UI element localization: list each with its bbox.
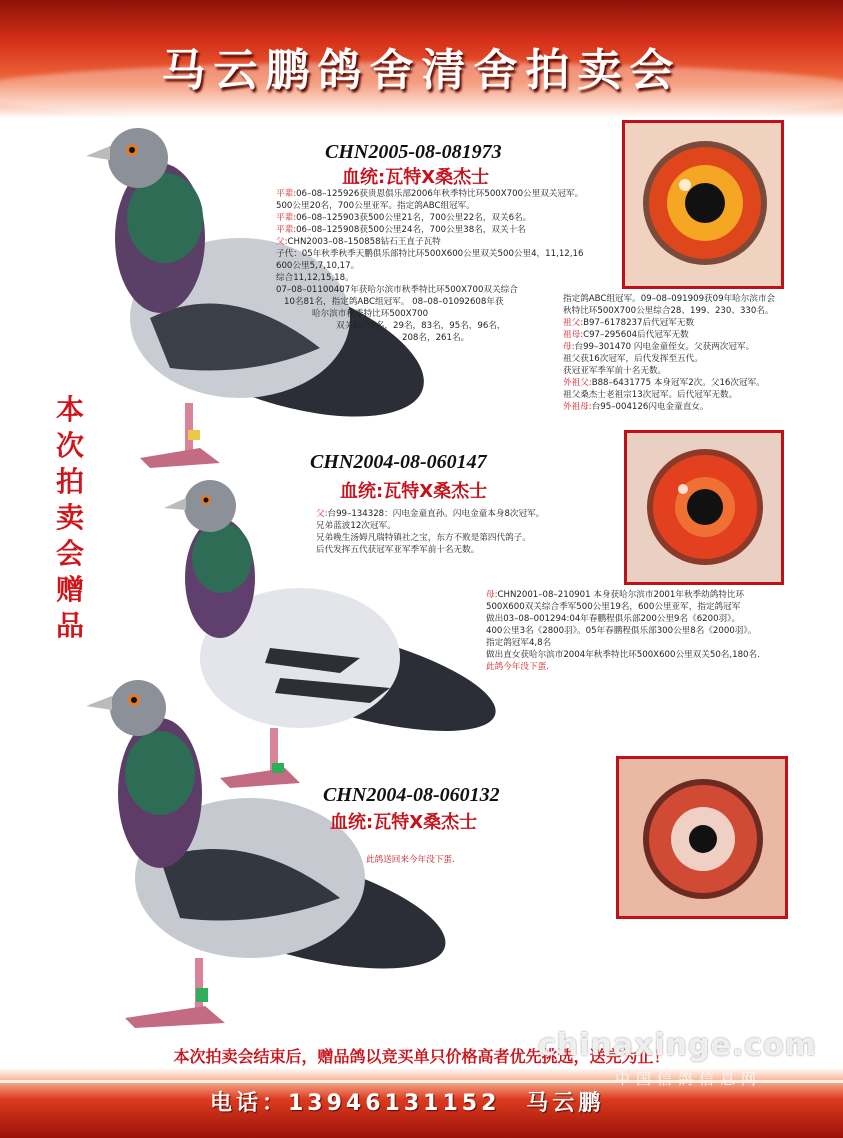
pigeon-2-id: CHN2004-08-060147	[310, 451, 487, 473]
side-char: 次	[55, 429, 84, 462]
pedigree-line: 10名81名，指定鸽ABC组冠军。 08–08–01092608年获	[284, 297, 504, 307]
pedigree-line: 母:台99–301470 闪电金童侄女。父获两次冠军。	[563, 342, 755, 352]
pedigree-line: 500X600双关综合季军500公里19名，600公里亚军，指定鸽冠军	[486, 602, 741, 612]
pedigree-line: 平辈:06–08–125903获500公里21名，700公里22名，双关6名。	[276, 213, 532, 223]
pedigree-line: 母:CHN2001–08–210901 本身获哈尔滨市2001年秋季幼鸽特比环	[486, 590, 745, 600]
pedigree-line: 此鸽今年没下蛋.	[486, 662, 549, 672]
pigeon-1-pedigree-left	[276, 188, 583, 344]
side-char: 会	[55, 537, 84, 570]
pedigree-line: 综合11,12,15,18。	[276, 273, 354, 283]
pedigree-line: 哈尔滨市秋季特比环500X700	[312, 309, 429, 319]
pedigree-line: 指定鸽冠军4,8名	[486, 638, 552, 648]
side-char: 拍	[55, 465, 84, 498]
pedigree-line: 做出03–08–001294:04年春鹏程俱乐部200公里9名《6200羽》。	[486, 614, 741, 624]
pedigree-line: 祖父获16次冠军，后代发挥至五代。	[563, 354, 703, 364]
pedigree-line: 208名，261名。	[402, 333, 470, 343]
page-title: 马云鹏鸽舍清舍拍卖会	[161, 45, 682, 96]
pedigree-line: 外祖母:台95–004126闪电金童直女。	[563, 402, 709, 412]
pedigree-line: 600公里5,7,10,17。	[276, 261, 360, 271]
pedigree-line: 平辈:06–08–125908获500公里24名，700公里38名，双关十名	[276, 225, 526, 235]
pedigree-line: 秋特比环500X700公里综合28、199、230、330名。	[563, 306, 774, 316]
pigeon-1-id: CHN2005-08-081973	[325, 141, 502, 163]
pedigree-line: 祖父桑杰士老祖宗13次冠军。后代冠军无数。	[563, 390, 738, 400]
pedigree-line: 07–08–01100407年获哈尔滨市秋季特比环500X700双关综合	[276, 285, 518, 295]
pedigree-line: 子代：05年秋季秋季天鹏俱乐部特比环500X600公里双关500公里4，11,12,16	[276, 249, 584, 259]
pigeon-3-eye-photo	[616, 756, 788, 919]
pigeon-3-id: CHN2004-08-060132	[323, 784, 500, 806]
side-char: 赠	[55, 573, 84, 606]
pedigree-line: 兄弟蓝波12次冠军。	[316, 521, 396, 531]
pigeon-2-pedigree-left	[316, 508, 544, 556]
footer-phone: 电话：13946131152 马云鹏	[210, 1091, 605, 1116]
pedigree-line: 后代发挥五代获冠军亚军季军前十名无数。	[316, 545, 480, 555]
watermark-cn: 中国信鸽信息网	[615, 1070, 763, 1088]
pedigree-line: 祖父:B97–6178237后代冠军无数	[563, 318, 695, 328]
pigeon-3-bloodline: 血统:瓦特X桑杰士	[330, 812, 478, 833]
pigeon-1-bloodline: 血统:瓦特X桑杰士	[342, 167, 490, 188]
bottom-message: 本次拍卖会结束后，赠品鸽以竞买单只价格高者优先挑选，送完为止！	[173, 1047, 670, 1066]
pigeon-2-pedigree-right	[486, 589, 760, 673]
pedigree-line: 获冠亚军季军前十名无数。	[563, 366, 667, 376]
pedigree-line: 父:CHN2003–08–150858钻石王直子瓦特	[276, 237, 441, 247]
side-char: 品	[55, 609, 84, 642]
pedigree-line: 外祖父:B88–6431775 本身冠军2次。父16次冠军。	[563, 378, 765, 388]
pedigree-line: 指定鸽ABC组冠军。09–08–091909获09年哈尔滨市会	[563, 294, 776, 304]
pigeon-1-pedigree-right	[563, 293, 775, 413]
watermark-domain: chinaxinge.com	[538, 1028, 817, 1063]
pedigree-line: 父:台99–134328：闪电金童直孙。闪电金童本身8次冠军。	[316, 509, 545, 519]
side-char: 卖	[55, 501, 84, 534]
pedigree-line: 500公里20名，700公里亚军。指定鸽ABC组冠军。	[276, 201, 475, 211]
pedigree-line: 双关综合8名，29名，83名，95名，96名，	[336, 321, 506, 331]
pedigree-line: 祖母:C97–295604后代冠军无数	[563, 330, 689, 340]
pigeon-2-eye-photo	[624, 430, 784, 585]
pedigree-line: 400公里3名《2800羽》。05年春鹏程俱乐部300公里8名《2000羽》。	[486, 626, 757, 636]
pigeon-3-note: 此鸽送回来今年没下蛋.	[366, 855, 455, 865]
pigeon-2-bloodline: 血统:瓦特X桑杰士	[340, 481, 488, 502]
pigeon-1-eye-photo	[622, 120, 784, 289]
pedigree-line: 做出直女获哈尔滨市2004年秋季特比环500X600公里双关50名,180名.	[486, 650, 760, 660]
pedigree-line: 平辈:06–08–125926获贵恩俱乐部2006年秋季特比环500X700公里双关冠军。	[276, 189, 584, 199]
pedigree-line: 兄弟晚生汤姆凡瑞特镇社之宝，东方不败是第四代鸽子。	[316, 533, 531, 543]
side-char: 本	[55, 393, 84, 426]
